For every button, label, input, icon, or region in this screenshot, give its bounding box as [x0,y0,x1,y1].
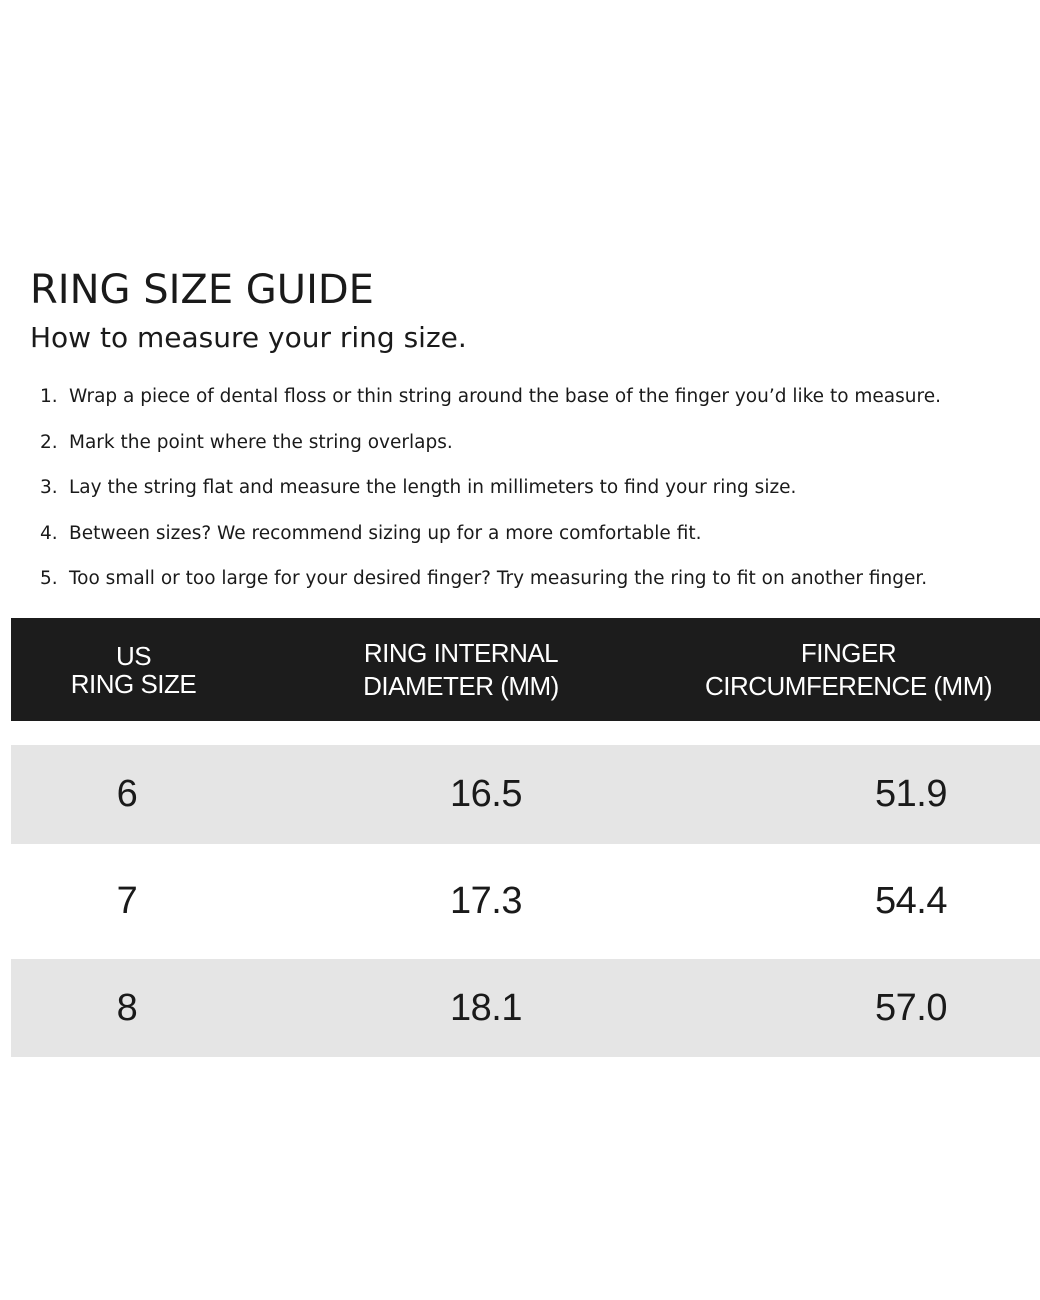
header-line: US [115,641,152,671]
step-text: Mark the point where the string overlaps. [69,431,453,453]
cell-finger-circumference: 54.4 [875,880,947,922]
table-header [11,618,1040,721]
table-row [11,745,1040,844]
cell-internal-diameter: 18.1 [450,986,522,1029]
header-line: DIAMETER (MM) [363,670,559,701]
step-text: Lay the string flat and measure the length in millimeters to find your ring size. [69,477,797,498]
step-text: Too small or too large for your desired finger? Try measuring the ring to fit on another finger. [69,568,928,589]
header-line: CIRCUMFERENCE (MM) [704,670,993,701]
header-line: RING INTERNAL [363,637,559,668]
header-finger-circumference [676,618,1021,721]
table-row [11,959,1040,1057]
ring-size-table [11,618,1040,1029]
step-number: 5. [40,568,58,589]
page-title: RING SIZE GUIDE [30,267,374,313]
header-ring-internal-diameter [341,618,581,721]
cell-finger-circumference: 51.9 [875,773,947,815]
page-subtitle: How to measure your ring size. [30,321,467,354]
cell-us-ring-size: 6 [116,773,138,815]
cell-internal-diameter: 16.5 [450,773,522,815]
instruction-step [40,473,1040,519]
instruction-step [40,519,1040,565]
cell-finger-circumference: 57.0 [875,986,947,1029]
cell-us-ring-size: 7 [116,880,138,922]
step-number: 4. [40,522,58,544]
table-row [11,844,1040,959]
instructions-list [40,382,1040,610]
cell-us-ring-size: 8 [116,986,138,1029]
table-body [11,745,1040,1057]
step-number: 3. [40,477,58,498]
header-line: FINGER [800,637,897,668]
instruction-step [40,382,1040,428]
step-number: 1. [40,386,58,407]
cell-internal-diameter: 17.3 [450,880,522,922]
step-text: Between sizes? We recommend sizing up for a more comfortable fit. [69,522,702,544]
header-line: RING SIZE [70,669,197,699]
instruction-step [40,564,1040,610]
instruction-step [40,428,1040,474]
step-text: Wrap a piece of dental floss or thin string around the base of the finger you’d like to measure. [69,386,941,407]
header-us-ring-size [51,618,216,721]
step-number: 2. [40,431,58,453]
